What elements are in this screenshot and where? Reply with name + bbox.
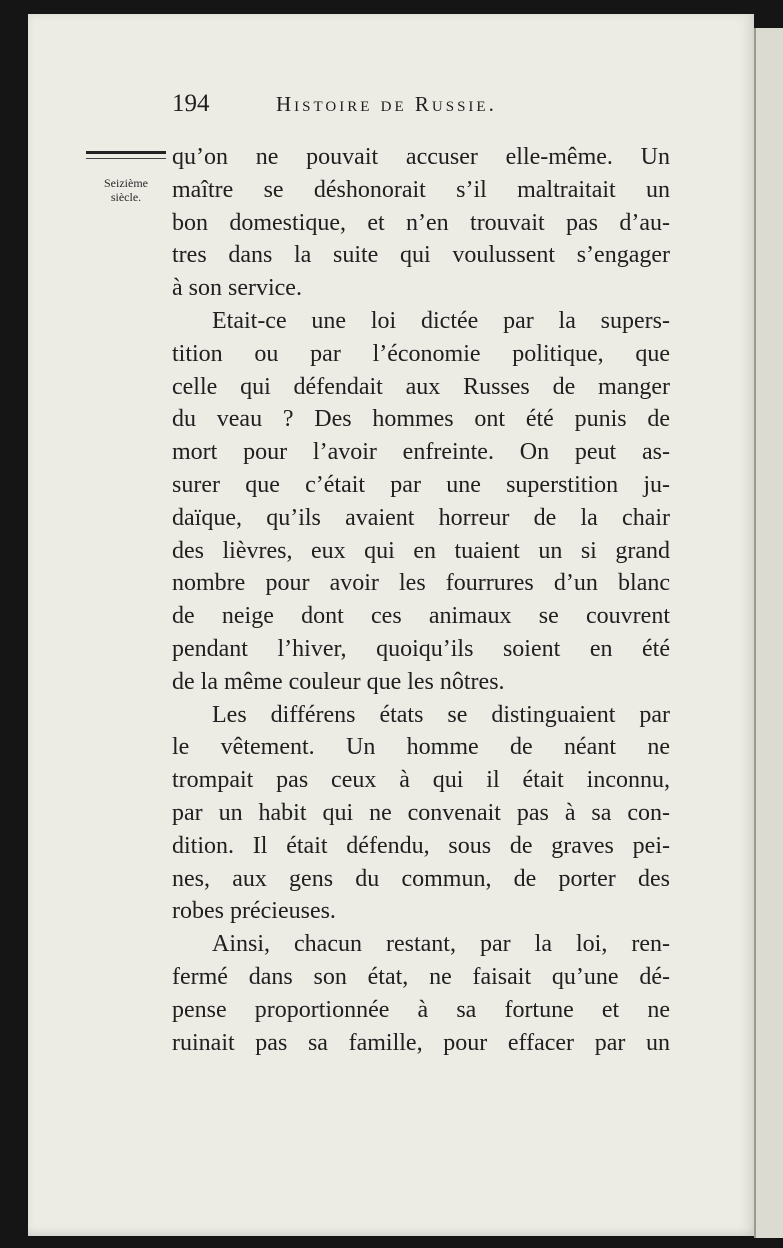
margin-note-line: siècle. xyxy=(110,190,142,204)
text-line: le vêtement. Un homme de néant ne xyxy=(172,734,670,761)
text-line: bon domestique, et n’en trouvait pas d’au- xyxy=(172,209,670,236)
text-line: nombre pour avoir les fourrures d’un blanc xyxy=(172,570,670,597)
text-line: nes, aux gens du commun, de porter des xyxy=(172,865,670,892)
text-line: trompait pas ceux à qui il était inconnu, xyxy=(172,767,670,794)
text-line: fermé dans son état, ne faisait qu’une dé- xyxy=(172,963,670,990)
text-line: daïque, qu’ils avaient horreur de la chair xyxy=(172,504,670,531)
text-line: mort pour l’avoir enfreinte. On peut as- xyxy=(172,439,670,466)
margin-note xyxy=(84,176,168,204)
text-line: à son service. xyxy=(172,275,302,302)
running-title: Histoire de Russie. xyxy=(276,92,497,116)
text-line: maître se déshonorait s’il maltraitait un xyxy=(172,176,670,203)
text-line: de neige dont ces animaux se couvrent xyxy=(172,603,670,630)
body-text xyxy=(172,141,670,1059)
margin-note-line: Seizième xyxy=(104,176,148,190)
text-line: pense proportionnée à sa fortune et ne xyxy=(172,996,670,1023)
text-line: Etait-ce une loi dictée par la supers- xyxy=(212,307,670,334)
text-line: Les différens états se distinguaient par xyxy=(212,701,670,728)
text-line: tition ou par l’économie politique, que xyxy=(172,340,670,367)
text-line: du veau ? Des hommes ont été punis de xyxy=(172,406,670,433)
page-header xyxy=(172,88,672,128)
text-line: celle qui défendait aux Russes de manger xyxy=(172,373,670,400)
text-line: pendant l’hiver, quoiqu’ils soient en été xyxy=(172,635,670,662)
text-line: qu’on ne pouvait accuser elle-même. Un xyxy=(172,144,670,170)
text-line: dition. Il était défendu, sous de graves pei- xyxy=(172,832,670,859)
text-line: de la même couleur que les nôtres. xyxy=(172,668,505,695)
text-line: robes précieuses. xyxy=(172,898,336,925)
page-number: 194 xyxy=(172,90,210,117)
text-line: ruinait pas sa famille, pour effacer par un xyxy=(172,1029,670,1056)
text-line: des lièvres, eux qui en tuaient un si grand xyxy=(172,537,670,564)
text-line: tres dans la suite qui voulussent s’engager xyxy=(172,242,670,269)
text-line: par un habit qui ne convenait pas à sa con- xyxy=(172,799,670,826)
text-line: Ainsi, chacun restant, par la loi, ren- xyxy=(212,931,670,958)
margin-rule xyxy=(86,151,166,159)
next-page-edge xyxy=(754,28,783,1238)
text-line: surer que c’était par une superstition ju- xyxy=(172,471,670,498)
